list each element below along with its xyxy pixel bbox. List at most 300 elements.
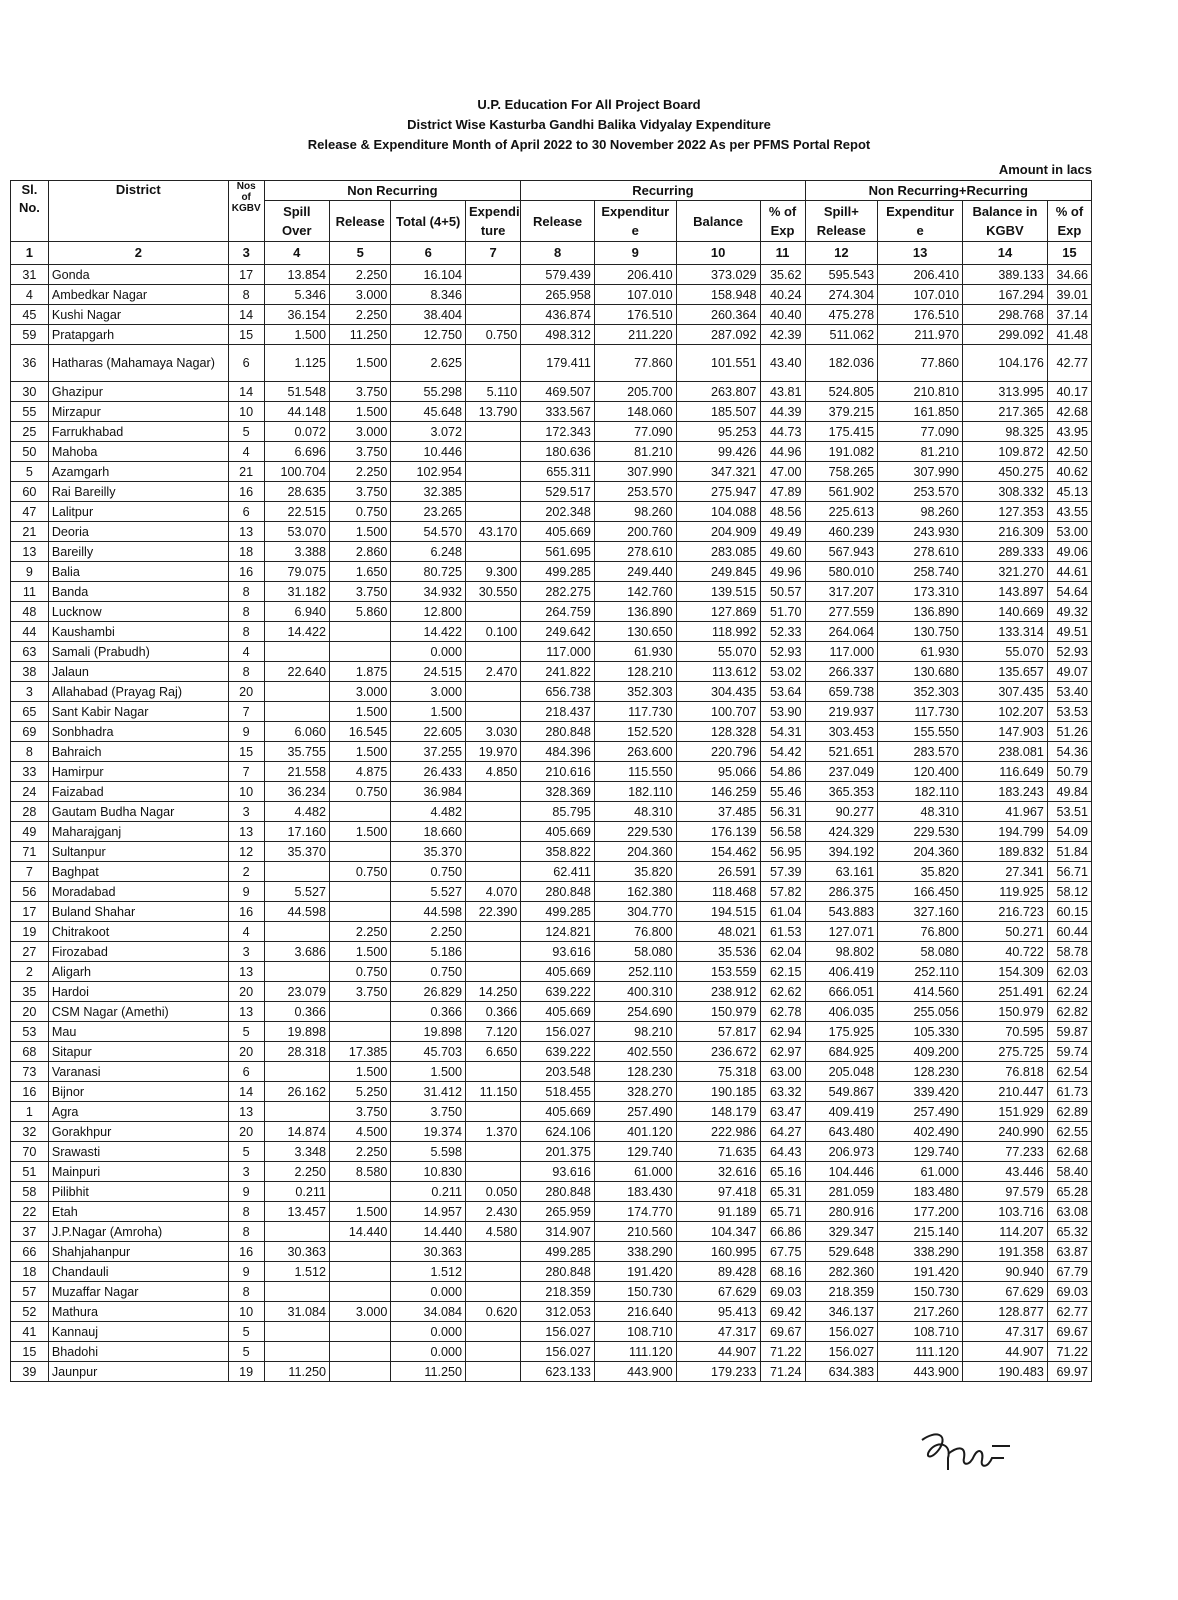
- cell-spill-over: 30.363: [264, 1242, 329, 1262]
- cell-total: 22.605: [391, 722, 466, 742]
- header-sl-no: Sl. No.: [11, 181, 49, 242]
- cell-recurring-release: 529.517: [521, 482, 595, 502]
- cell-expenditure: 9.300: [466, 562, 521, 582]
- cell-recurring-balance: 146.259: [676, 782, 760, 802]
- cell-balance-kgbv: 104.176: [963, 345, 1048, 382]
- cell-recurring-pct-exp: 68.16: [760, 1262, 805, 1282]
- cell-spill-over: [264, 642, 329, 662]
- cell-total: 3.750: [391, 1102, 466, 1122]
- cell-combined-pct-exp: 54.36: [1047, 742, 1091, 762]
- cell-balance-kgbv: 43.446: [963, 1162, 1048, 1182]
- cell-combined-pct-exp: 63.87: [1047, 1242, 1091, 1262]
- cell-expenditure: 43.170: [466, 522, 521, 542]
- cell-expenditure: 4.070: [466, 882, 521, 902]
- cell-combined-expenditure: 130.680: [878, 662, 963, 682]
- cell-combined-pct-exp: 52.93: [1047, 642, 1091, 662]
- cell-balance-kgbv: 190.483: [963, 1362, 1048, 1382]
- cell-recurring-release: 436.874: [521, 305, 595, 325]
- cell-spill-release: 237.049: [805, 762, 878, 782]
- cell-recurring-expenditure: 128.230: [594, 1062, 676, 1082]
- cell-combined-expenditure: 352.303: [878, 682, 963, 702]
- cell-sl-no: 21: [11, 522, 49, 542]
- cell-sl-no: 31: [11, 265, 49, 285]
- table-row: [11, 642, 1092, 662]
- cell-nos-kgbv: 8: [228, 662, 264, 682]
- cell-combined-expenditure: 111.120: [878, 1342, 963, 1362]
- cell-spill-release: 225.613: [805, 502, 878, 522]
- cell-recurring-pct-exp: 65.31: [760, 1182, 805, 1202]
- cell-recurring-expenditure: 130.650: [594, 622, 676, 642]
- cell-sl-no: 53: [11, 1022, 49, 1042]
- cell-recurring-release: 124.821: [521, 922, 595, 942]
- cell-district: Gorakhpur: [48, 1122, 228, 1142]
- cell-recurring-release: 499.285: [521, 562, 595, 582]
- table-row: [11, 265, 1092, 285]
- subheader-combined-expenditure: Expenditur e: [878, 201, 963, 242]
- cell-nos-kgbv: 9: [228, 882, 264, 902]
- cell-spill-over: 28.318: [264, 1042, 329, 1062]
- cell-expenditure: 22.390: [466, 902, 521, 922]
- cell-combined-expenditure: 327.160: [878, 902, 963, 922]
- cell-combined-expenditure: 130.750: [878, 622, 963, 642]
- cell-spill-release: 303.453: [805, 722, 878, 742]
- cell-expenditure: [466, 1142, 521, 1162]
- cell-release: 1.650: [330, 562, 391, 582]
- cell-balance-kgbv: 133.314: [963, 622, 1048, 642]
- cell-recurring-balance: 97.418: [676, 1182, 760, 1202]
- cell-district: Sant Kabir Nagar: [48, 702, 228, 722]
- cell-sl-no: 37: [11, 1222, 49, 1242]
- cell-recurring-balance: 32.616: [676, 1162, 760, 1182]
- cell-recurring-expenditure: 174.770: [594, 1202, 676, 1222]
- cell-recurring-release: 156.027: [521, 1022, 595, 1042]
- cell-sl-no: 55: [11, 402, 49, 422]
- cell-expenditure: 1.370: [466, 1122, 521, 1142]
- cell-combined-pct-exp: 42.77: [1047, 345, 1091, 382]
- cell-combined-pct-exp: 49.51: [1047, 622, 1091, 642]
- cell-sl-no: 20: [11, 1002, 49, 1022]
- table-row: [11, 822, 1092, 842]
- cell-recurring-pct-exp: 48.56: [760, 502, 805, 522]
- report-title-line2: District Wise Kasturba Gandhi Balika Vidyalay Expenditure: [407, 117, 771, 132]
- cell-expenditure: [466, 802, 521, 822]
- cell-recurring-balance: 238.912: [676, 982, 760, 1002]
- cell-recurring-release: 201.375: [521, 1142, 595, 1162]
- table-row: [11, 842, 1092, 862]
- cell-combined-expenditure: 183.480: [878, 1182, 963, 1202]
- cell-district: Rai Bareilly: [48, 482, 228, 502]
- cell-balance-kgbv: 109.872: [963, 442, 1048, 462]
- cell-spill-release: 175.415: [805, 422, 878, 442]
- cell-nos-kgbv: 20: [228, 1042, 264, 1062]
- cell-release: 17.385: [330, 1042, 391, 1062]
- cell-combined-pct-exp: 54.64: [1047, 582, 1091, 602]
- subheader-release: Release: [330, 201, 391, 242]
- cell-recurring-balance: 75.318: [676, 1062, 760, 1082]
- cell-balance-kgbv: 128.877: [963, 1302, 1048, 1322]
- cell-recurring-pct-exp: 44.73: [760, 422, 805, 442]
- cell-nos-kgbv: 8: [228, 1282, 264, 1302]
- table-row: [11, 1302, 1092, 1322]
- cell-recurring-release: 117.000: [521, 642, 595, 662]
- cell-sl-no: 19: [11, 922, 49, 942]
- cell-combined-pct-exp: 62.54: [1047, 1062, 1091, 1082]
- cell-spill-release: 580.010: [805, 562, 878, 582]
- cell-combined-expenditure: 206.410: [878, 265, 963, 285]
- cell-combined-expenditure: 77.860: [878, 345, 963, 382]
- table-row: [11, 582, 1092, 602]
- cell-recurring-pct-exp: 57.39: [760, 862, 805, 882]
- cell-sl-no: 65: [11, 702, 49, 722]
- table-row: [11, 402, 1092, 422]
- cell-total: 0.000: [391, 1322, 466, 1342]
- cell-combined-expenditure: 409.200: [878, 1042, 963, 1062]
- cell-release: 3.000: [330, 285, 391, 305]
- table-row: [11, 442, 1092, 462]
- cell-recurring-balance: 71.635: [676, 1142, 760, 1162]
- cell-district: Ghazipur: [48, 382, 228, 402]
- cell-balance-kgbv: 154.309: [963, 962, 1048, 982]
- cell-spill-over: 13.457: [264, 1202, 329, 1222]
- cell-recurring-pct-exp: 61.53: [760, 922, 805, 942]
- cell-balance-kgbv: 321.270: [963, 562, 1048, 582]
- cell-combined-pct-exp: 53.53: [1047, 702, 1091, 722]
- cell-combined-pct-exp: 43.55: [1047, 502, 1091, 522]
- cell-total: 0.000: [391, 1282, 466, 1302]
- cell-combined-expenditure: 108.710: [878, 1322, 963, 1342]
- cell-recurring-expenditure: 254.690: [594, 1002, 676, 1022]
- cell-recurring-pct-exp: 69.03: [760, 1282, 805, 1302]
- cell-recurring-pct-exp: 63.32: [760, 1082, 805, 1102]
- cell-combined-expenditure: 243.930: [878, 522, 963, 542]
- cell-spill-release: 521.651: [805, 742, 878, 762]
- cell-nos-kgbv: 4: [228, 922, 264, 942]
- cell-recurring-expenditure: 402.550: [594, 1042, 676, 1062]
- cell-recurring-release: 624.106: [521, 1122, 595, 1142]
- cell-expenditure: 13.790: [466, 402, 521, 422]
- table-row: [11, 305, 1092, 325]
- cell-balance-kgbv: 147.903: [963, 722, 1048, 742]
- table-row: [11, 802, 1092, 822]
- cell-spill-over: 0.366: [264, 1002, 329, 1022]
- cell-recurring-expenditure: 152.520: [594, 722, 676, 742]
- cell-spill-release: 379.215: [805, 402, 878, 422]
- cell-sl-no: 45: [11, 305, 49, 325]
- cell-recurring-balance: 104.347: [676, 1222, 760, 1242]
- cell-district: Farrukhabad: [48, 422, 228, 442]
- cell-nos-kgbv: 5: [228, 1322, 264, 1342]
- cell-recurring-balance: 95.413: [676, 1302, 760, 1322]
- cell-combined-expenditure: 61.000: [878, 1162, 963, 1182]
- cell-recurring-expenditure: 76.800: [594, 922, 676, 942]
- cell-total: 31.412: [391, 1082, 466, 1102]
- cell-nos-kgbv: 5: [228, 1142, 264, 1162]
- table-row: [11, 982, 1092, 1002]
- cell-sl-no: 11: [11, 582, 49, 602]
- cell-spill-over: [264, 1222, 329, 1242]
- cell-balance-kgbv: 307.435: [963, 682, 1048, 702]
- cell-sl-no: 3: [11, 682, 49, 702]
- cell-nos-kgbv: 8: [228, 622, 264, 642]
- cell-expenditure: [466, 1342, 521, 1362]
- cell-total: 14.422: [391, 622, 466, 642]
- cell-total: 1.500: [391, 702, 466, 722]
- cell-recurring-release: 264.759: [521, 602, 595, 622]
- cell-recurring-release: 280.848: [521, 722, 595, 742]
- subheader-recurring-pct-exp: % of Exp: [760, 201, 805, 242]
- cell-recurring-release: 172.343: [521, 422, 595, 442]
- cell-recurring-balance: 236.672: [676, 1042, 760, 1062]
- header-combined: Non Recurring+Recurring: [805, 181, 1091, 201]
- cell-recurring-release: 518.455: [521, 1082, 595, 1102]
- cell-spill-over: [264, 1102, 329, 1122]
- cell-district: Mirzapur: [48, 402, 228, 422]
- cell-release: 4.500: [330, 1122, 391, 1142]
- cell-recurring-expenditure: 98.210: [594, 1022, 676, 1042]
- cell-total: 11.250: [391, 1362, 466, 1382]
- cell-recurring-pct-exp: 62.15: [760, 962, 805, 982]
- cell-expenditure: 4.850: [466, 762, 521, 782]
- cell-nos-kgbv: 8: [228, 1222, 264, 1242]
- table-row: [11, 482, 1092, 502]
- cell-recurring-pct-exp: 47.00: [760, 462, 805, 482]
- cell-recurring-balance: 35.536: [676, 942, 760, 962]
- cell-recurring-balance: 128.328: [676, 722, 760, 742]
- cell-recurring-balance: 148.179: [676, 1102, 760, 1122]
- cell-total: 80.725: [391, 562, 466, 582]
- cell-spill-over: 13.854: [264, 265, 329, 285]
- cell-nos-kgbv: 14: [228, 305, 264, 325]
- cell-expenditure: 14.250: [466, 982, 521, 1002]
- cell-sl-no: 60: [11, 482, 49, 502]
- cell-total: 8.346: [391, 285, 466, 305]
- cell-recurring-balance: 89.428: [676, 1262, 760, 1282]
- cell-expenditure: [466, 502, 521, 522]
- cell-release: 2.250: [330, 305, 391, 325]
- table-row: [11, 1362, 1092, 1382]
- cell-spill-over: 35.755: [264, 742, 329, 762]
- cell-release: 4.875: [330, 762, 391, 782]
- cell-combined-expenditure: 48.310: [878, 802, 963, 822]
- cell-sl-no: 51: [11, 1162, 49, 1182]
- cell-combined-pct-exp: 62.55: [1047, 1122, 1091, 1142]
- cell-recurring-pct-exp: 44.39: [760, 402, 805, 422]
- header-non-recurring: Non Recurring: [264, 181, 521, 201]
- cell-balance-kgbv: 98.325: [963, 422, 1048, 442]
- cell-expenditure: 0.366: [466, 1002, 521, 1022]
- table-row: [11, 922, 1092, 942]
- cell-district: CSM Nagar (Amethi): [48, 1002, 228, 1022]
- cell-combined-expenditure: 307.990: [878, 462, 963, 482]
- cell-nos-kgbv: 5: [228, 1022, 264, 1042]
- cell-recurring-pct-exp: 40.40: [760, 305, 805, 325]
- cell-combined-expenditure: 255.056: [878, 1002, 963, 1022]
- cell-recurring-balance: 44.907: [676, 1342, 760, 1362]
- cell-expenditure: 7.120: [466, 1022, 521, 1042]
- cell-spill-release: 666.051: [805, 982, 878, 1002]
- cell-recurring-balance: 179.233: [676, 1362, 760, 1382]
- cell-nos-kgbv: 13: [228, 822, 264, 842]
- cell-total: 35.370: [391, 842, 466, 862]
- cell-total: 3.000: [391, 682, 466, 702]
- cell-district: Mahoba: [48, 442, 228, 462]
- cell-total: 0.000: [391, 642, 466, 662]
- cell-release: 3.750: [330, 482, 391, 502]
- cell-combined-pct-exp: 53.51: [1047, 802, 1091, 822]
- cell-balance-kgbv: 251.491: [963, 982, 1048, 1002]
- cell-balance-kgbv: 67.629: [963, 1282, 1048, 1302]
- cell-balance-kgbv: 238.081: [963, 742, 1048, 762]
- cell-recurring-release: 180.636: [521, 442, 595, 462]
- cell-spill-release: 394.192: [805, 842, 878, 862]
- cell-recurring-balance: 304.435: [676, 682, 760, 702]
- cell-recurring-expenditure: 263.600: [594, 742, 676, 762]
- cell-recurring-expenditure: 204.360: [594, 842, 676, 862]
- cell-total: 16.104: [391, 265, 466, 285]
- cell-recurring-expenditure: 77.090: [594, 422, 676, 442]
- table-row: [11, 602, 1092, 622]
- cell-district: Mau: [48, 1022, 228, 1042]
- cell-combined-pct-exp: 51.26: [1047, 722, 1091, 742]
- cell-balance-kgbv: 191.358: [963, 1242, 1048, 1262]
- cell-recurring-balance: 204.909: [676, 522, 760, 542]
- cell-expenditure: [466, 482, 521, 502]
- cell-combined-expenditure: 155.550: [878, 722, 963, 742]
- cell-spill-over: 79.075: [264, 562, 329, 582]
- cell-recurring-expenditure: 278.610: [594, 542, 676, 562]
- cell-expenditure: 0.050: [466, 1182, 521, 1202]
- cell-recurring-expenditure: 128.210: [594, 662, 676, 682]
- cell-combined-expenditure: 211.970: [878, 325, 963, 345]
- table-row: [11, 742, 1092, 762]
- cell-recurring-expenditure: 211.220: [594, 325, 676, 345]
- cell-recurring-expenditure: 257.490: [594, 1102, 676, 1122]
- cell-nos-kgbv: 5: [228, 1342, 264, 1362]
- cell-release: 1.500: [330, 522, 391, 542]
- cell-combined-pct-exp: 49.84: [1047, 782, 1091, 802]
- cell-recurring-pct-exp: 54.42: [760, 742, 805, 762]
- cell-recurring-balance: 101.551: [676, 345, 760, 382]
- cell-spill-release: 63.161: [805, 862, 878, 882]
- cell-combined-expenditure: 176.510: [878, 305, 963, 325]
- cell-recurring-balance: 275.947: [676, 482, 760, 502]
- cell-balance-kgbv: 44.907: [963, 1342, 1048, 1362]
- cell-district: Gonda: [48, 265, 228, 285]
- cell-spill-over: 51.548: [264, 382, 329, 402]
- cell-release: 1.500: [330, 822, 391, 842]
- cell-recurring-balance: 48.021: [676, 922, 760, 942]
- cell-spill-release: 406.419: [805, 962, 878, 982]
- cell-recurring-expenditure: 304.770: [594, 902, 676, 922]
- cell-recurring-expenditure: 81.210: [594, 442, 676, 462]
- cell-balance-kgbv: 216.309: [963, 522, 1048, 542]
- cell-recurring-release: 312.053: [521, 1302, 595, 1322]
- cell-recurring-expenditure: 129.740: [594, 1142, 676, 1162]
- cell-combined-expenditure: 35.820: [878, 862, 963, 882]
- cell-release: 0.750: [330, 502, 391, 522]
- cell-recurring-expenditure: 98.260: [594, 502, 676, 522]
- cell-sl-no: 58: [11, 1182, 49, 1202]
- cell-release: 3.000: [330, 682, 391, 702]
- table-row: [11, 1322, 1092, 1342]
- cell-recurring-balance: 118.992: [676, 622, 760, 642]
- cell-recurring-release: 639.222: [521, 982, 595, 1002]
- cell-combined-pct-exp: 67.79: [1047, 1262, 1091, 1282]
- cell-total: 36.984: [391, 782, 466, 802]
- cell-recurring-release: 314.907: [521, 1222, 595, 1242]
- cell-spill-over: 28.635: [264, 482, 329, 502]
- cell-sl-no: 18: [11, 1262, 49, 1282]
- cell-balance-kgbv: 217.365: [963, 402, 1048, 422]
- cell-recurring-release: 85.795: [521, 802, 595, 822]
- cell-total: 45.648: [391, 402, 466, 422]
- cell-spill-over: [264, 682, 329, 702]
- cell-balance-kgbv: 50.271: [963, 922, 1048, 942]
- cell-recurring-balance: 100.707: [676, 702, 760, 722]
- cell-combined-pct-exp: 54.09: [1047, 822, 1091, 842]
- cell-recurring-release: 655.311: [521, 462, 595, 482]
- table-row: [11, 1022, 1092, 1042]
- cell-recurring-balance: 347.321: [676, 462, 760, 482]
- cell-nos-kgbv: 13: [228, 962, 264, 982]
- cell-release: 5.250: [330, 1082, 391, 1102]
- cell-nos-kgbv: 17: [228, 265, 264, 285]
- cell-recurring-pct-exp: 62.04: [760, 942, 805, 962]
- cell-recurring-pct-exp: 69.42: [760, 1302, 805, 1322]
- cell-combined-expenditure: 58.080: [878, 942, 963, 962]
- cell-spill-release: 219.937: [805, 702, 878, 722]
- cell-balance-kgbv: 40.722: [963, 942, 1048, 962]
- cell-recurring-release: 405.669: [521, 822, 595, 842]
- cell-release: 2.860: [330, 542, 391, 562]
- cell-combined-pct-exp: 65.28: [1047, 1182, 1091, 1202]
- cell-expenditure: [466, 462, 521, 482]
- cell-combined-expenditure: 443.900: [878, 1362, 963, 1382]
- cell-spill-release: 191.082: [805, 442, 878, 462]
- column-number: 12: [805, 242, 878, 265]
- cell-recurring-release: 93.616: [521, 942, 595, 962]
- cell-combined-pct-exp: 53.00: [1047, 522, 1091, 542]
- cell-combined-pct-exp: 37.14: [1047, 305, 1091, 325]
- cell-sl-no: 41: [11, 1322, 49, 1342]
- cell-total: 38.404: [391, 305, 466, 325]
- cell-release: 3.000: [330, 422, 391, 442]
- cell-district: Muzaffar Nagar: [48, 1282, 228, 1302]
- cell-release: 1.500: [330, 742, 391, 762]
- cell-recurring-expenditure: 206.410: [594, 265, 676, 285]
- column-number: 4: [264, 242, 329, 265]
- cell-total: 1.512: [391, 1262, 466, 1282]
- cell-combined-pct-exp: 45.13: [1047, 482, 1091, 502]
- cell-expenditure: [466, 1062, 521, 1082]
- cell-expenditure: [466, 1242, 521, 1262]
- cell-recurring-expenditure: 200.760: [594, 522, 676, 542]
- cell-combined-expenditure: 252.110: [878, 962, 963, 982]
- cell-spill-release: 277.559: [805, 602, 878, 622]
- cell-recurring-pct-exp: 42.39: [760, 325, 805, 345]
- cell-expenditure: 3.030: [466, 722, 521, 742]
- cell-sl-no: 32: [11, 1122, 49, 1142]
- cell-spill-over: 6.940: [264, 602, 329, 622]
- cell-district: Allahabad (Prayag Raj): [48, 682, 228, 702]
- table-row: [11, 942, 1092, 962]
- cell-expenditure: 6.650: [466, 1042, 521, 1062]
- cell-balance-kgbv: 240.990: [963, 1122, 1048, 1142]
- cell-combined-expenditure: 120.400: [878, 762, 963, 782]
- cell-expenditure: [466, 345, 521, 382]
- cell-nos-kgbv: 9: [228, 722, 264, 742]
- cell-district: Faizabad: [48, 782, 228, 802]
